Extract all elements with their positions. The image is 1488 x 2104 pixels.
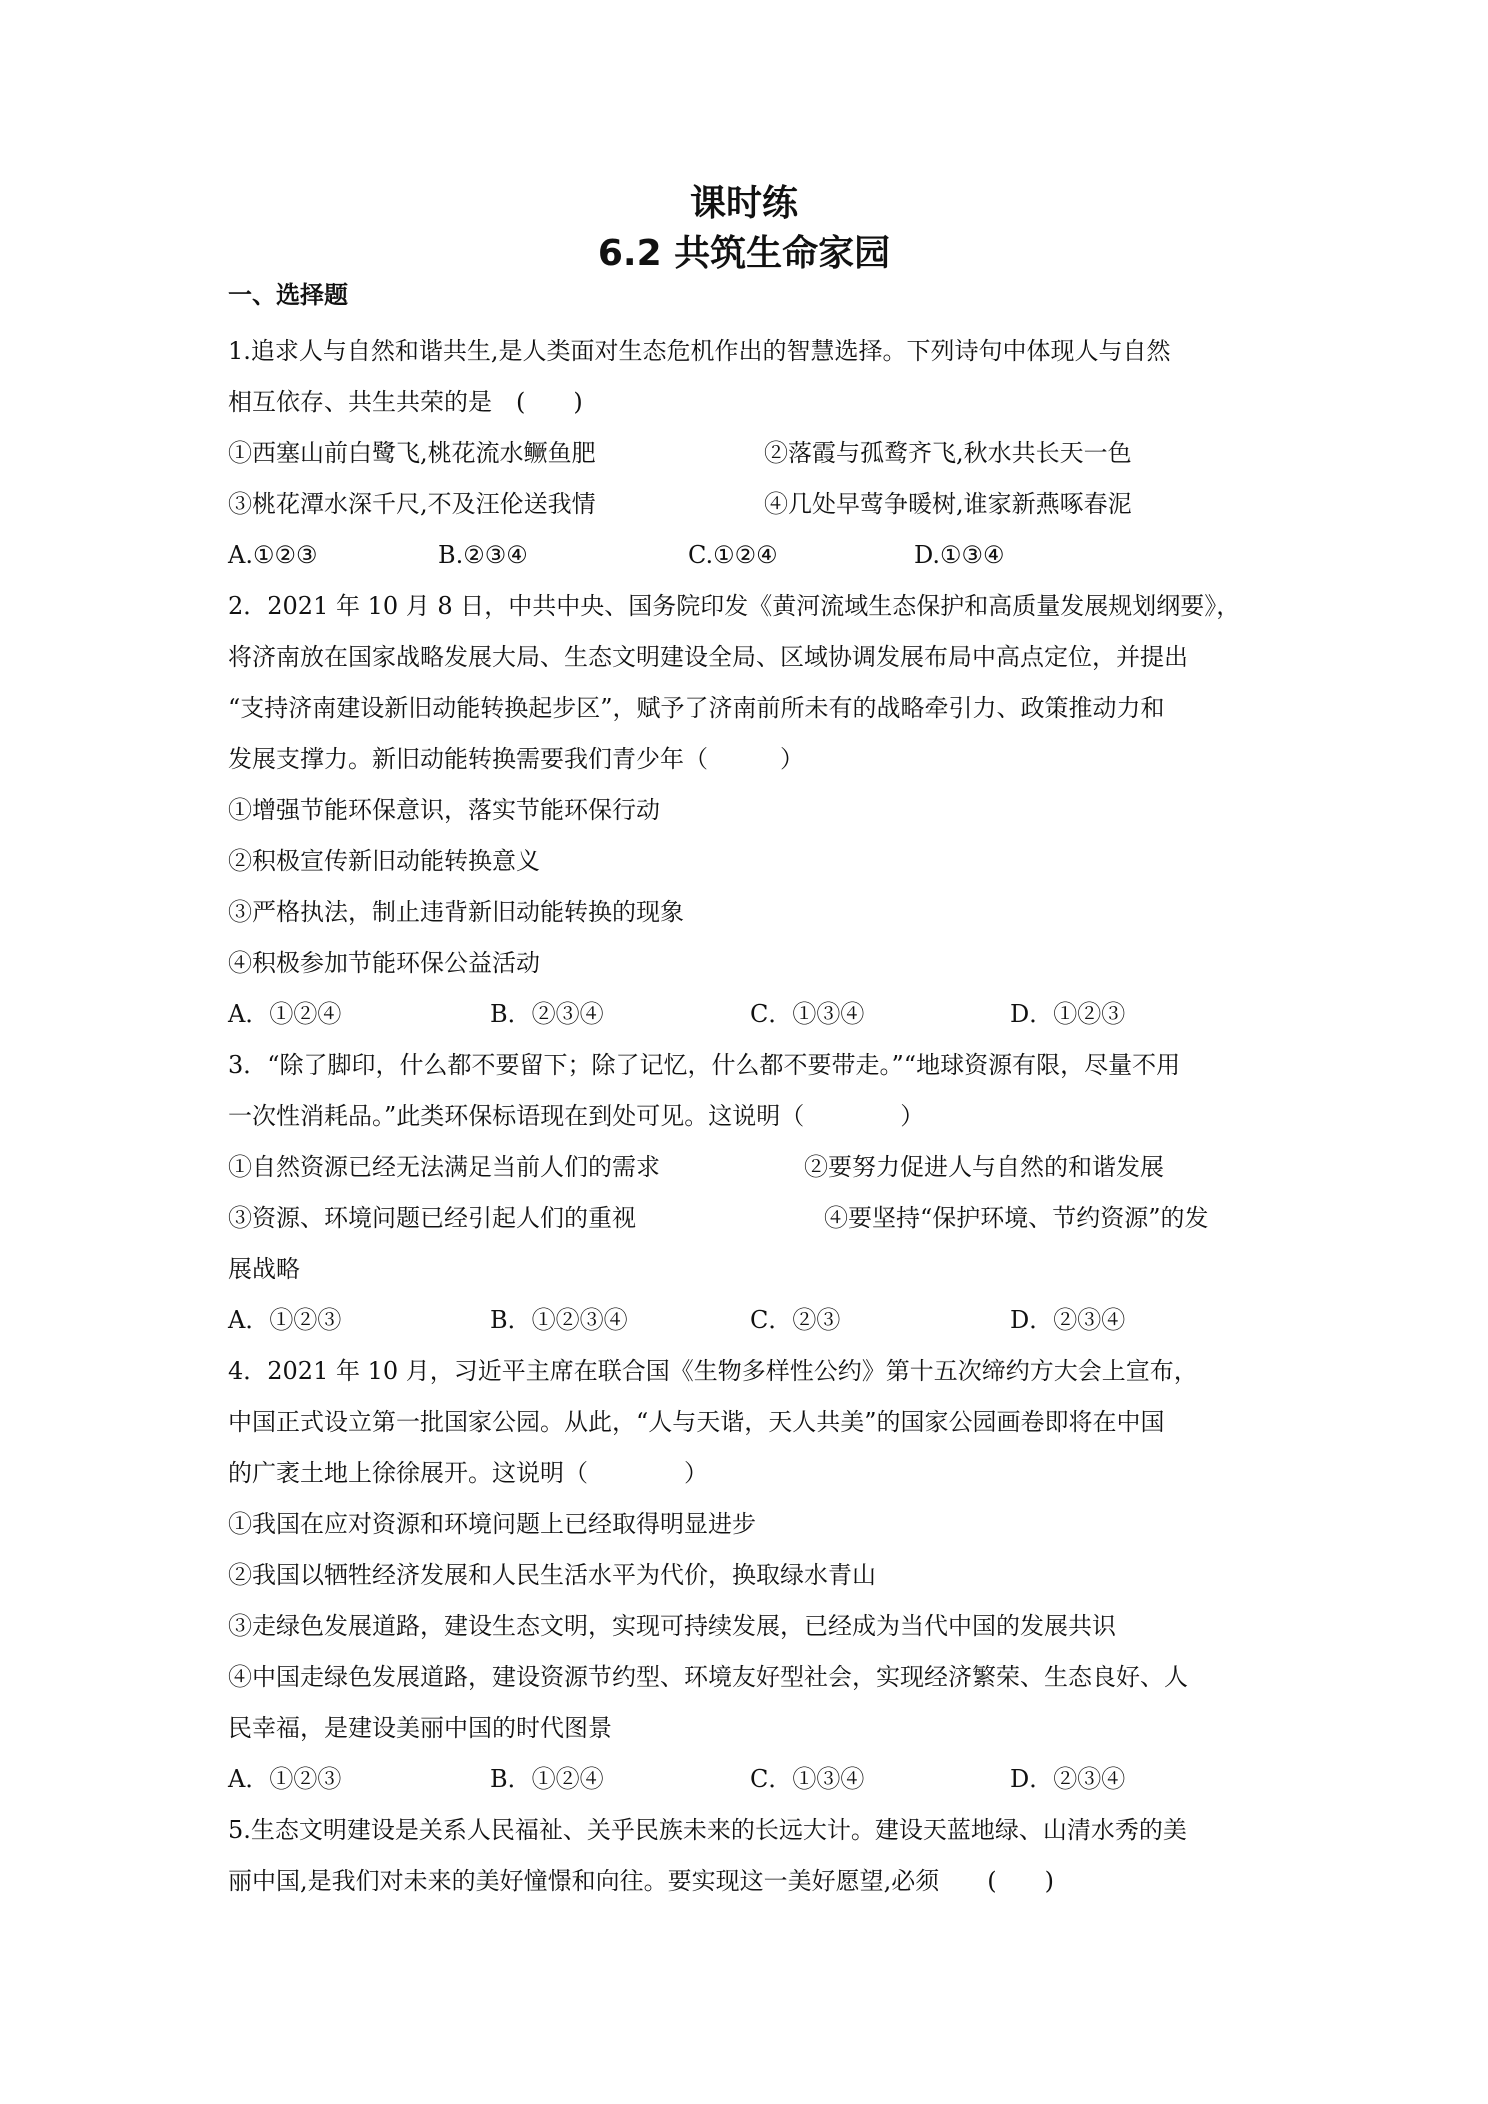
- question-stem: 丽中国,是我们对未来的美好憧憬和向往。要实现这一美好愿望,必须 ( ): [228, 1867, 1054, 1895]
- option-row: [228, 1193, 1268, 1244]
- statement-2: ②积极宣传新旧动能转换意义: [228, 847, 540, 875]
- choice-c: C．①③④: [750, 1765, 865, 1793]
- question-stem: 的广袤土地上徐徐展开。这说明（ ）: [228, 1459, 708, 1487]
- question-stem: 相互依存、共生共荣的是 ( ): [228, 388, 583, 416]
- choice-b: B．②③④: [490, 1000, 604, 1028]
- statement-4: ④要坚持“保护环境、节约资源”的发: [824, 1204, 1209, 1232]
- statement-4: ④中国走绿色发展道路，建设资源节约型、环境友好型社会，实现经济繁荣、生态良好、人: [228, 1663, 1188, 1691]
- statement-4-continued: 民幸福，是建设美丽中国的时代图景: [228, 1714, 612, 1742]
- statement-3: ③资源、环境问题已经引起人们的重视: [228, 1204, 636, 1232]
- choice-d: D．②③④: [1010, 1765, 1126, 1793]
- option-row: [228, 1142, 1268, 1193]
- answer-choices: [228, 989, 1268, 1040]
- choice-c: C．②③: [750, 1306, 841, 1334]
- choice-c: C．①③④: [750, 1000, 865, 1028]
- question-2: [228, 581, 1268, 1040]
- choice-a: A．①②④: [228, 1000, 342, 1028]
- answer-choices: [228, 1295, 1268, 1346]
- choice-d: D．②③④: [1010, 1306, 1126, 1334]
- choice-b: B.②③④: [438, 541, 528, 569]
- choice-d: D．①②③: [1010, 1000, 1126, 1028]
- answer-choices: [228, 1754, 1268, 1805]
- statement-3: ③桃花潭水深千尺,不及汪伦送我情: [228, 490, 596, 518]
- question-5: [228, 1805, 1268, 1907]
- question-stem: 2．2021 年 10 月 8 日，中共中央、国务院印发《黄河流域生态保护和高质量发展规划纲要》，: [228, 592, 1241, 620]
- statement-4: ④积极参加节能环保公益活动: [228, 949, 540, 977]
- question-4: [228, 1346, 1268, 1805]
- choice-a: A．①②③: [228, 1306, 342, 1334]
- statement-1: ①西塞山前白鹭飞,桃花流水鳜鱼肥: [228, 439, 596, 467]
- statement-2: ②落霞与孤鹜齐飞,秋水共长天一色: [764, 439, 1132, 467]
- question-stem: 发展支撑力。新旧动能转换需要我们青少年（ ）: [228, 745, 804, 773]
- choice-b: B．①②④: [490, 1765, 604, 1793]
- question-stem: 5.生态文明建设是关系人民福祉、关乎民族未来的长远大计。建设天蓝地绿、山清水秀的美: [228, 1816, 1187, 1844]
- question-stem: 1.追求人与自然和谐共生,是人类面对生态危机作出的智慧选择。下列诗句中体现人与自然: [228, 337, 1171, 365]
- statement-1: ①增强节能环保意识，落实节能环保行动: [228, 796, 660, 824]
- question-stem: 3．“除了脚印，什么都不要留下；除了记忆，什么都不要带走。”“地球资源有限，尽量不用: [228, 1051, 1181, 1079]
- choice-a: A．①②③: [228, 1765, 342, 1793]
- option-row: [228, 428, 1268, 479]
- statement-1: ①自然资源已经无法满足当前人们的需求: [228, 1153, 660, 1181]
- question-3: [228, 1040, 1268, 1346]
- document-title: 课时练: [689, 183, 798, 224]
- choice-b: B．①②③④: [490, 1306, 628, 1334]
- statement-3: ③严格执法，制止违背新旧动能转换的现象: [228, 898, 684, 926]
- question-1: [228, 326, 1268, 581]
- choice-a: A.①②③: [228, 541, 318, 569]
- choice-d: D.①③④: [914, 541, 1005, 569]
- question-stem: 将济南放在国家战略发展大局、生态文明建设全局、区域协调发展布局中高点定位，并提出: [228, 643, 1188, 671]
- question-stem: “支持济南建设新旧动能转换起步区”，赋予了济南前所未有的战略牵引力、政策推动力和: [228, 694, 1165, 722]
- question-stem: 一次性消耗品。”此类环保标语现在到处可见。这说明（ ）: [228, 1102, 925, 1130]
- statement-2: ②我国以牺牲经济发展和人民生活水平为代价，换取绿水青山: [228, 1561, 876, 1589]
- statement-1: ①我国在应对资源和环境问题上已经取得明显进步: [228, 1510, 756, 1538]
- question-stem: 4．2021 年 10 月，习近平主席在联合国《生物多样性公约》第十五次缔约方大会上宣布，: [228, 1357, 1198, 1385]
- answer-choices: [228, 530, 1268, 581]
- statement-4: ④几处早莺争暖树,谁家新燕啄春泥: [764, 490, 1132, 518]
- option-row: [228, 479, 1268, 530]
- question-list: [228, 326, 1268, 1907]
- question-stem: 中国正式设立第一批国家公园。从此，“人与天谐，天人共美”的国家公园画卷即将在中国: [228, 1408, 1165, 1436]
- statement-3: ③走绿色发展道路，建设生态文明，实现可持续发展，已经成为当代中国的发展共识: [228, 1612, 1116, 1640]
- section-heading: 一、选择题: [228, 281, 348, 309]
- document-subtitle: 6.2 共筑生命家园: [597, 233, 891, 274]
- statement-4-continued: 展战略: [228, 1255, 300, 1283]
- statement-2: ②要努力促进人与自然的和谐发展: [804, 1153, 1164, 1181]
- choice-c: C.①②④: [688, 541, 778, 569]
